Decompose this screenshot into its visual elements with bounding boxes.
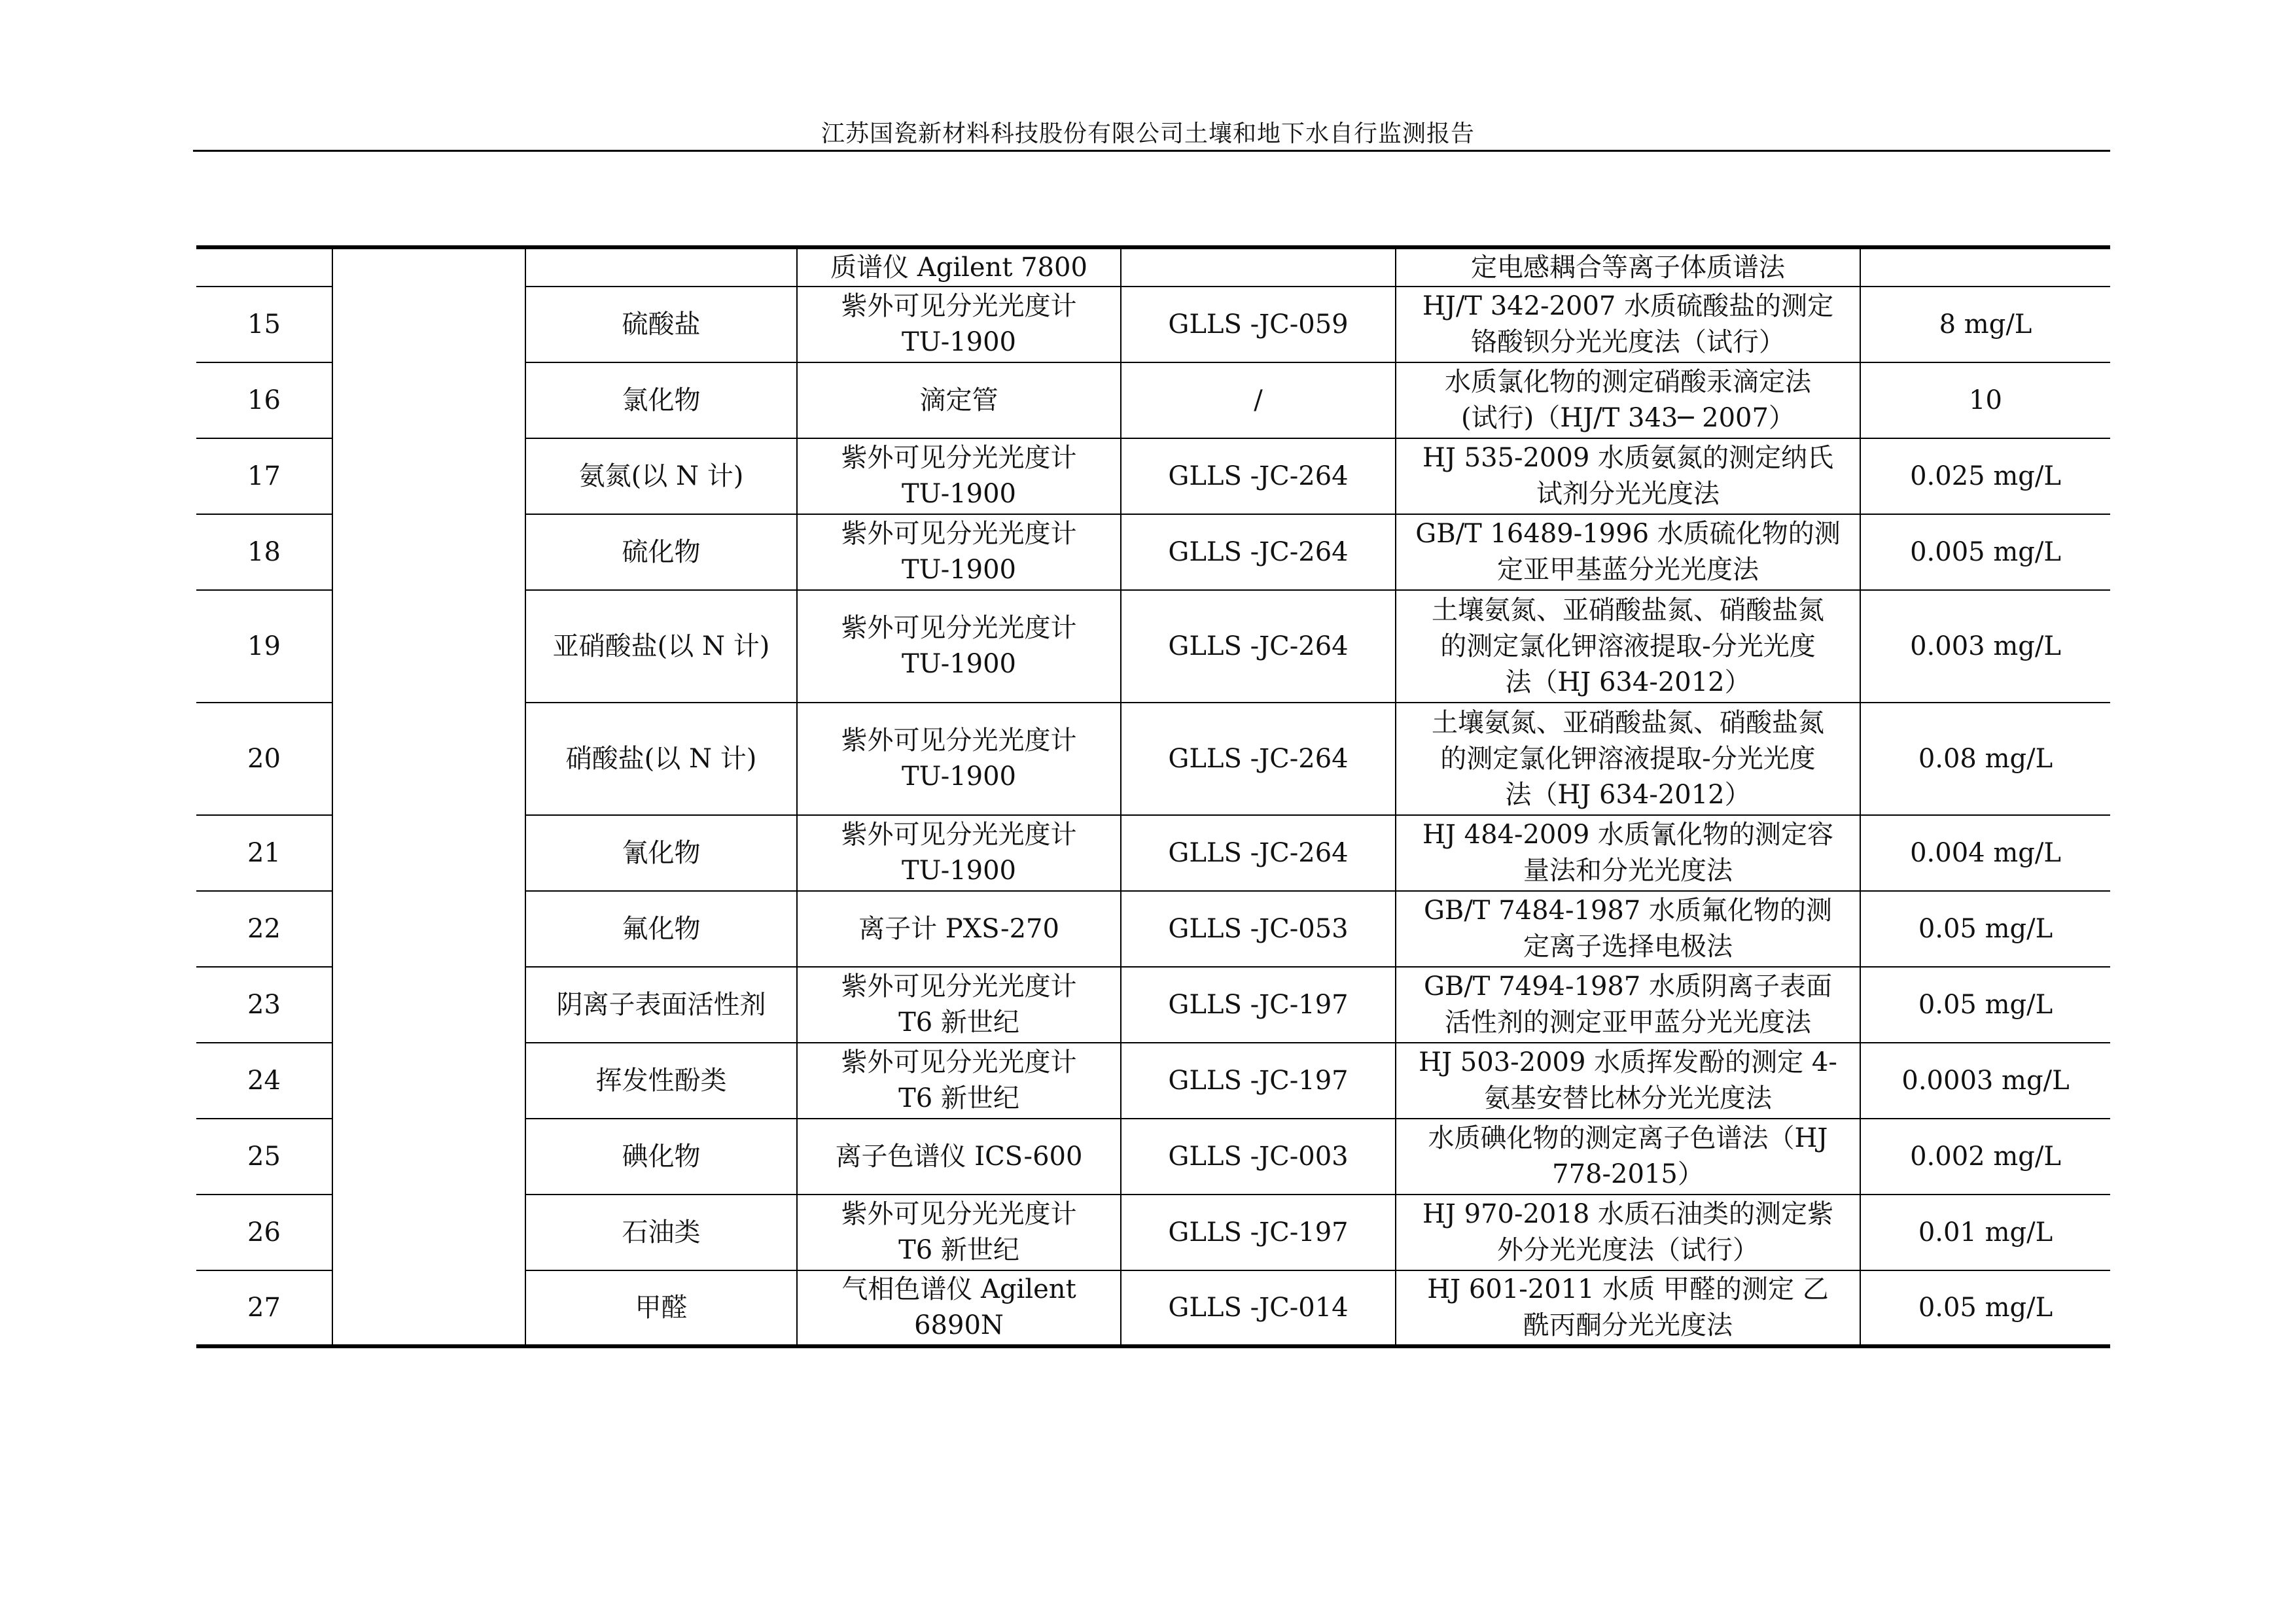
cell-item: 氨氮(以 N 计) — [525, 438, 797, 514]
cell-equipment: 紫外可见分光光度计 TU-1900 — [797, 703, 1121, 815]
cell-method: HJ 601-2011 水质 甲醛的测定 乙 酰丙酮分光光度法 — [1396, 1270, 1860, 1346]
cell-limit: 0.05 mg/L — [1860, 967, 2110, 1043]
header-divider — [193, 150, 2110, 152]
cell-equipment: 紫外可见分光光度计 TU-1900 — [797, 438, 1121, 514]
cell-item: 硝酸盐(以 N 计) — [525, 703, 797, 815]
cell-item: 硫酸盐 — [525, 287, 797, 362]
cell-limit: 0.025 mg/L — [1860, 438, 2110, 514]
cell-equipment-id: GLLS -JC-197 — [1121, 967, 1396, 1043]
cell-equipment-id — [1121, 247, 1396, 287]
cell-limit: 8 mg/L — [1860, 287, 2110, 362]
cell-equipment: 紫外可见分光光度计 T6 新世纪 — [797, 1195, 1121, 1270]
cell-method: HJ 970-2018 水质石油类的测定紫 外分光光度法（试行） — [1396, 1195, 1860, 1270]
cell-equipment-id: GLLS -JC-014 — [1121, 1270, 1396, 1346]
cell-equipment: 气相色谱仪 Agilent 6890N — [797, 1270, 1121, 1346]
cell-item: 阴离子表面活性剂 — [525, 967, 797, 1043]
cell-equipment-id: GLLS -JC-197 — [1121, 1043, 1396, 1119]
cell-limit: 0.08 mg/L — [1860, 703, 2110, 815]
cell-item: 石油类 — [525, 1195, 797, 1270]
cell-method: HJ/T 342-2007 水质硫酸盐的测定 铬酸钡分光光度法（试行） — [1396, 287, 1860, 362]
cell-no: 24 — [196, 1043, 332, 1119]
cell-limit: 0.0003 mg/L — [1860, 1043, 2110, 1119]
cell-item: 碘化物 — [525, 1119, 797, 1195]
cell-limit: 0.005 mg/L — [1860, 514, 2110, 590]
cell-method: 土壤氨氮、亚硝酸盐氮、硝酸盐氮 的测定氯化钾溶液提取-分光光度 法（HJ 634-2012） — [1396, 590, 1860, 703]
cell-equipment-id: GLLS -JC-264 — [1121, 815, 1396, 891]
cell-equipment: 紫外可见分光光度计 T6 新世纪 — [797, 967, 1121, 1043]
cell-no: 16 — [196, 362, 332, 438]
cell-equipment-id: GLLS -JC-264 — [1121, 590, 1396, 703]
cell-limit: 0.002 mg/L — [1860, 1119, 2110, 1195]
cell-method: GB/T 7484-1987 水质氟化物的测 定离子选择电极法 — [1396, 891, 1860, 967]
cell-no: 23 — [196, 967, 332, 1043]
cell-limit — [1860, 247, 2110, 287]
cell-equipment-id: GLLS -JC-059 — [1121, 287, 1396, 362]
cell-method: 水质碘化物的测定离子色谱法（HJ 778-2015） — [1396, 1119, 1860, 1195]
cell-item: 甲醛 — [525, 1270, 797, 1346]
cell-item: 亚硝酸盐(以 N 计) — [525, 590, 797, 703]
cell-equipment-id: / — [1121, 362, 1396, 438]
cell-equipment-id: GLLS -JC-264 — [1121, 514, 1396, 590]
cell-limit: 0.05 mg/L — [1860, 1270, 2110, 1346]
cell-method: GB/T 16489-1996 水质硫化物的测 定亚甲基蓝分光光度法 — [1396, 514, 1860, 590]
method-table — [196, 245, 2110, 1348]
cell-method: HJ 484-2009 水质氰化物的测定容 量法和分光光度法 — [1396, 815, 1860, 891]
cell-equipment: 紫外可见分光光度计 TU-1900 — [797, 287, 1121, 362]
cell-item — [525, 247, 797, 287]
cell-equipment: 紫外可见分光光度计 TU-1900 — [797, 815, 1121, 891]
cell-no: 18 — [196, 514, 332, 590]
cell-equipment: 离子色谱仪 ICS-600 — [797, 1119, 1121, 1195]
cell-equipment-id: GLLS -JC-264 — [1121, 438, 1396, 514]
cell-item: 氟化物 — [525, 891, 797, 967]
cell-method: HJ 535-2009 水质氨氮的测定纳氏 试剂分光光度法 — [1396, 438, 1860, 514]
page-header-title: 江苏国瓷新材料科技股份有限公司土壤和地下水自行监测报告 — [821, 120, 1475, 147]
cell-equipment: 离子计 PXS-270 — [797, 891, 1121, 967]
cell-limit: 0.004 mg/L — [1860, 815, 2110, 891]
cell-no: 22 — [196, 891, 332, 967]
cell-no — [196, 247, 332, 287]
cell-method: HJ 503-2009 水质挥发酚的测定 4- 氨基安替比林分光光度法 — [1396, 1043, 1860, 1119]
cell-method: 土壤氨氮、亚硝酸盐氮、硝酸盐氮 的测定氯化钾溶液提取-分光光度 法（HJ 634-2012） — [1396, 703, 1860, 815]
cell-equipment-id: GLLS -JC-003 — [1121, 1119, 1396, 1195]
cell-item: 氰化物 — [525, 815, 797, 891]
cell-method: 定电感耦合等离子体质谱法 — [1396, 247, 1860, 287]
cell-equipment: 紫外可见分光光度计 T6 新世纪 — [797, 1043, 1121, 1119]
cell-item: 挥发性酚类 — [525, 1043, 797, 1119]
cell-no: 19 — [196, 590, 332, 703]
cell-method: 水质氯化物的测定硝酸汞滴定法 (试行)（HJ/T 343─ 2007） — [1396, 362, 1860, 438]
cell-method: GB/T 7494-1987 水质阴离子表面 活性剂的测定亚甲蓝分光光度法 — [1396, 967, 1860, 1043]
table-row-continued — [196, 247, 2110, 287]
cell-equipment: 质谱仪 Agilent 7800 — [797, 247, 1121, 287]
cell-equipment-id: GLLS -JC-197 — [1121, 1195, 1396, 1270]
cell-limit: 0.01 mg/L — [1860, 1195, 2110, 1270]
cell-limit: 0.003 mg/L — [1860, 590, 2110, 703]
cell-no: 26 — [196, 1195, 332, 1270]
cell-equipment: 滴定管 — [797, 362, 1121, 438]
cell-item: 硫化物 — [525, 514, 797, 590]
cell-item: 氯化物 — [525, 362, 797, 438]
cell-equipment-id: GLLS -JC-264 — [1121, 703, 1396, 815]
cell-no: 21 — [196, 815, 332, 891]
cell-equipment-id: GLLS -JC-053 — [1121, 891, 1396, 967]
cell-limit: 0.05 mg/L — [1860, 891, 2110, 967]
cell-equipment: 紫外可见分光光度计 TU-1900 — [797, 514, 1121, 590]
cell-no: 20 — [196, 703, 332, 815]
cell-no: 25 — [196, 1119, 332, 1195]
cell-no: 15 — [196, 287, 332, 362]
cell-limit: 10 — [1860, 362, 2110, 438]
cell-category-merged — [332, 247, 525, 1346]
cell-no: 17 — [196, 438, 332, 514]
cell-equipment: 紫外可见分光光度计 TU-1900 — [797, 590, 1121, 703]
cell-no: 27 — [196, 1270, 332, 1346]
